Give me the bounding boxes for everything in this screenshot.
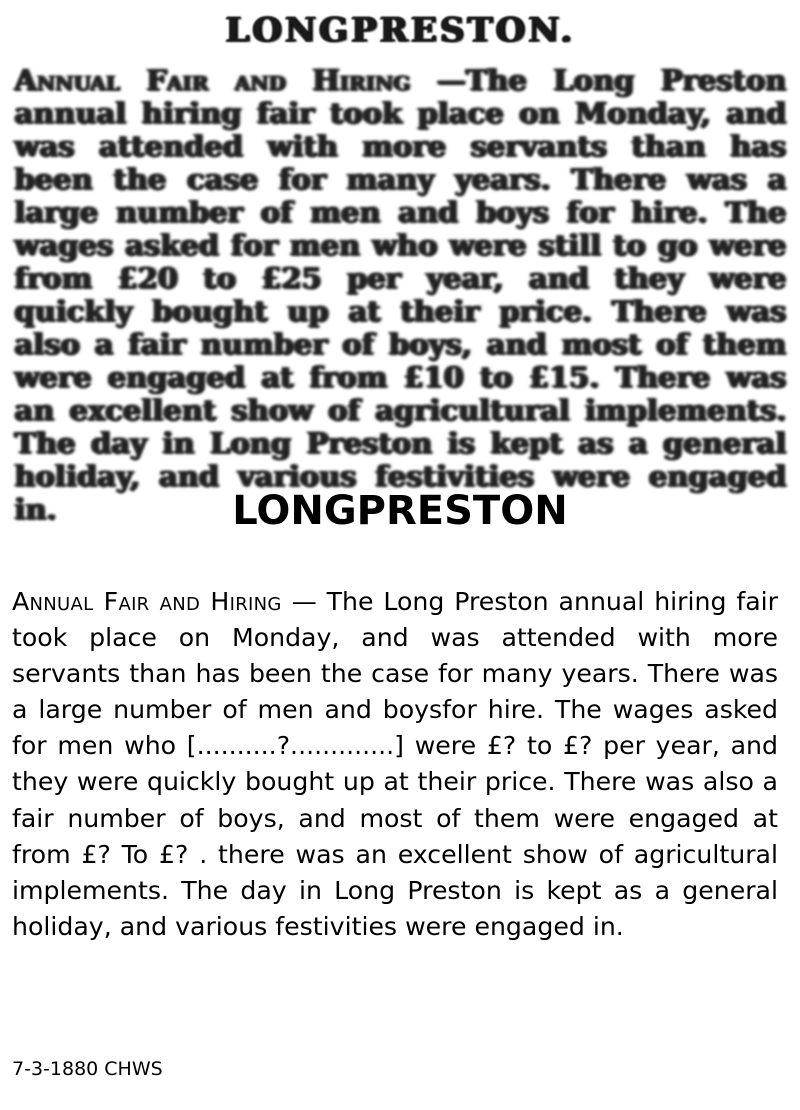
scanned-lead: Annual Fair and Hiring [14, 63, 410, 97]
transcription-article [12, 584, 778, 945]
article-lead: Annual Fair and Hiring [12, 587, 282, 616]
article-body: — The Long Preston annual hiring fair took place on Monday, and was attended with more servants than has been the case for many years. There was a large number of men and boysfor hire. The wages asked for men who [..........?.............] were £? to £? per year, and they were quickly bought up at their price. There was also a fair number of boys, and most of them were engaged at from £? To £? . there was an excellent show of agricultural implements. The day in Long Preston is kept as a general holiday, and various festivities were engaged in. [12, 587, 779, 941]
scanned-article-text [14, 64, 786, 526]
scanned-heading: LONGPRESTON. [225, 10, 575, 50]
source-date-footer: 7-3-1880 CHWS [12, 1058, 163, 1080]
scanned-newspaper-clipping [8, 4, 792, 526]
scanned-body: —The Long Preston annual hiring fair took place on Monday, and was attended with more servants than has been the case for many years. There was a large number of men and boys for hire. The wages asked for men who were still to go were from £20 to £25 per year, and they were quickly bought up at their price. There was also a fair number of boys, and most of them were engaged at from £10 to £15. There was an excellent show of agricultural implements. The day in Long Preston is kept as a general holiday, and various festivities were engaged in. [14, 63, 787, 526]
transcription-title: LONGPRESTON [232, 488, 568, 534]
